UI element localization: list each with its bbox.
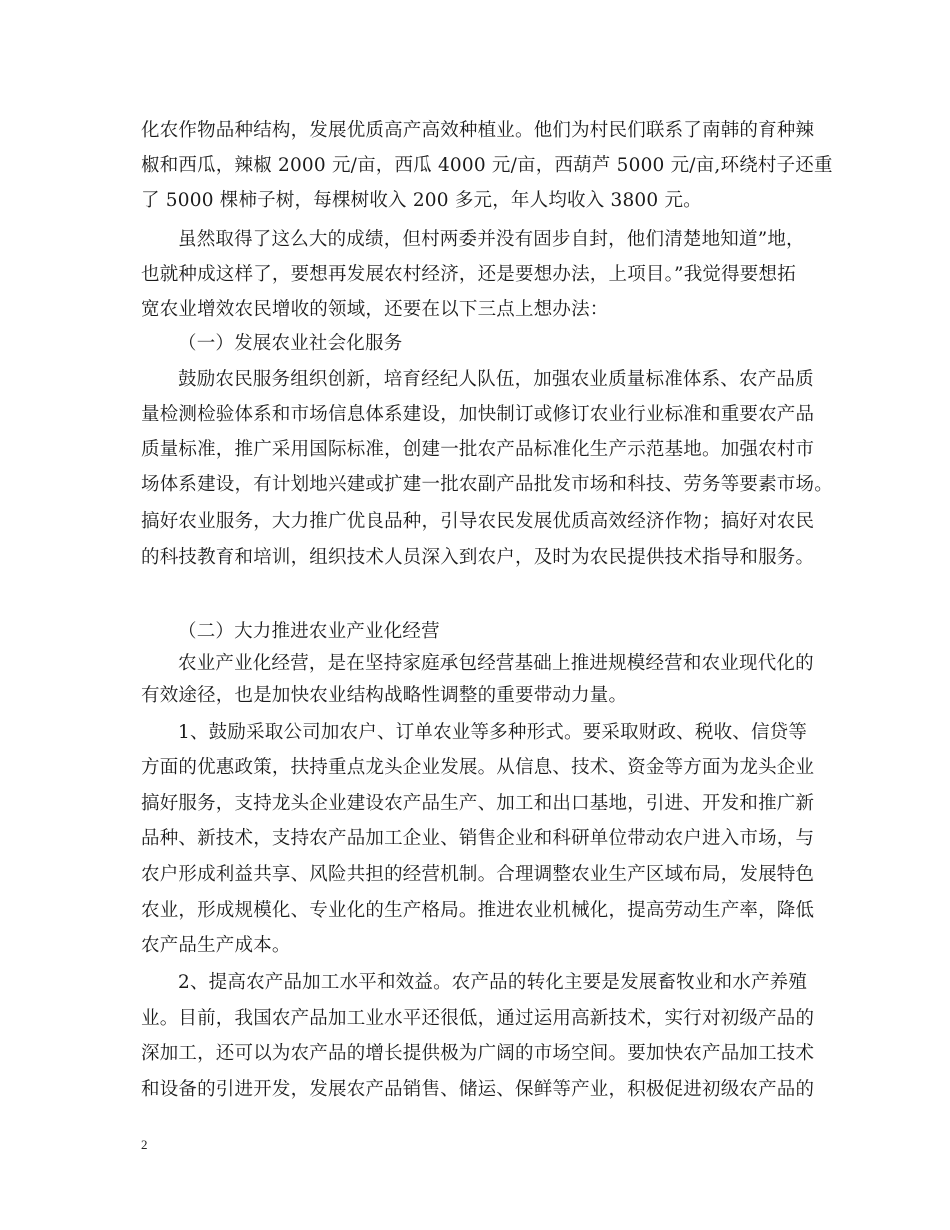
body-line: 和设备的引进开发，发展农产品销售、储运、保鲜等产业，积极促进初级农产品的	[141, 1079, 815, 1100]
body-line: 农业，形成规模化、专业化的生产格局。推进农业机械化，提高劳动生产率，降低	[141, 900, 815, 921]
body-line: 鼓励农民服务组织创新，培育经纪人队伍，加强农业质量标准体系、农产品质	[178, 369, 814, 390]
section-heading: （二）大力推进农业产业化经营	[178, 621, 440, 642]
body-line: 宽农业增效农民增收的领域，还要在以下三点上想办法：	[141, 299, 609, 320]
body-line: 农户形成利益共享、风险共担的经营机制。合理调整农业生产区域布局，发展特色	[141, 864, 815, 885]
body-line: 2、提高农产品加工水平和效益。农产品的转化主要是发展畜牧业和水产养殖	[178, 972, 808, 993]
body-line: 的科技教育和培训，组织技术人员深入到农户，及时为农民提供技术指导和服务。	[141, 547, 815, 568]
body-line: 搞好服务，支持龙头企业建设农产品生产、加工和出口基地，引进、开发和推广新	[141, 793, 815, 814]
body-line: 搞好农业服务，大力推广优良品种，引导农民发展优质高效经济作物；搞好对农民	[141, 511, 815, 532]
body-line: 椒和西瓜，辣椒 2000 元/亩，西瓜 4000 元/亩，西葫芦 5000 元/亩,环绕村子还重	[141, 155, 833, 176]
body-line: 1、鼓励采取公司加农户、订单农业等多种形式。要采取财政、税收、信贷等	[178, 722, 808, 743]
body-line: 品种、新技术，支持农产品加工企业、销售企业和科研单位带动农户进入市场，与	[141, 828, 815, 849]
body-line: 有效途径，也是加快农业结构战略性调整的重要带动力量。	[141, 685, 628, 706]
body-line: 深加工，还可以为农产品的增长提供极为广阔的市场空间。要加快农产品加工技术	[141, 1043, 815, 1064]
body-line: 农业产业化经营，是在坚持家庭承包经营基础上推进规模经营和农业现代化的	[178, 653, 814, 674]
body-line: 也就种成这样了，要想再发展农村经济，还是要想办法，上项目。”我觉得要想拓	[141, 264, 796, 285]
body-line: 了 5000 棵柿子树，每棵树收入 200 多元，年人均收入 3800 元。	[141, 190, 702, 211]
body-line: 化农作物品种结构，发展优质高产高效种植业。他们为村民们联系了南韩的育种辣	[141, 120, 815, 141]
body-line: 农产品生产成本。	[141, 935, 291, 956]
page-number: 2	[141, 1137, 148, 1152]
body-line: 场体系建设，有计划地兴建或扩建一批农副产品批发市场和科技、劳务等要素市场。	[141, 474, 833, 495]
section-heading: （一）发展农业社会化服务	[178, 333, 403, 354]
body-line: 业。目前，我国农产品加工业水平还很低，通过运用高新技术，实行对初级产品的	[141, 1008, 815, 1029]
body-line: 量检测检验体系和市场信息体系建设，加快制订或修订农业行业标准和重要农产品	[141, 404, 815, 425]
body-line: 质量标准，推广采用国际标准，创建一批农产品标准化生产示范基地。加强农村市	[141, 439, 815, 460]
body-line: 虽然取得了这么大的成绩，但村两委并没有固步自封，他们清楚地知道”地，	[178, 229, 805, 250]
body-line: 方面的优惠政策，扶持重点龙头企业发展。从信息、技术、资金等方面为龙头企业	[141, 757, 815, 778]
